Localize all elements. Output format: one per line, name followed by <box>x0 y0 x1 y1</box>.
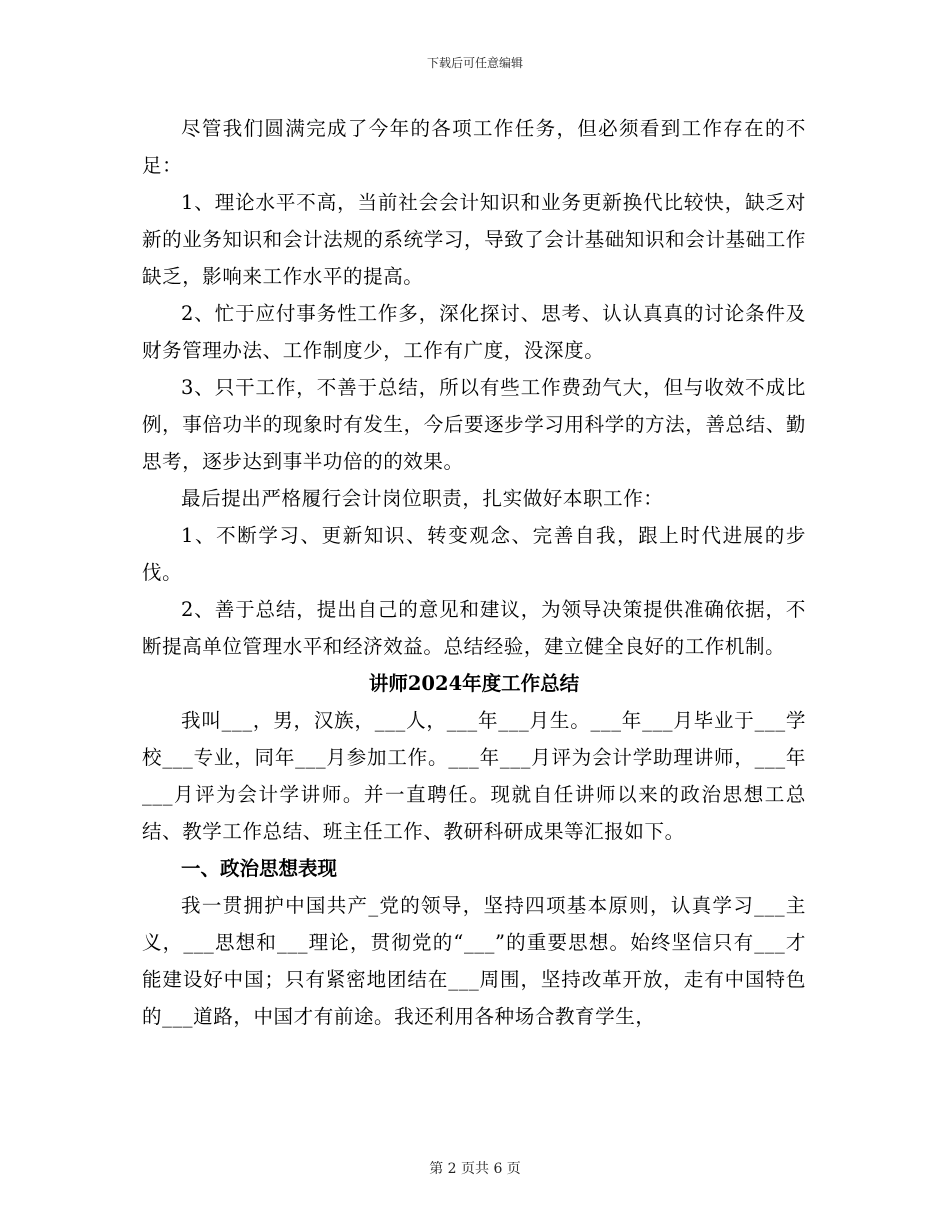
document-body <box>142 110 806 1035</box>
section-paragraph: 我一贯拥护中国共产_党的领导，坚持四项基本原则，认真学习___主义，___思想和___理论，贯彻党的“___”的重要思想。始终坚信只有___才能建设好中国；只有紧密地团结在___周围，坚持改革开放，走有中国特色的___道路，中国才有前途。我还利用各种场合教育学生， <box>142 894 806 1028</box>
paragraph: 最后提出严格履行会计岗位职责，扎实做好本职工作： <box>181 487 664 510</box>
paragraph: 2、善于总结，提出自己的意见和建议，为领导决策提供准确依据，不断提高单位管理水平和经济效益。总结经验，建立健全良好的工作机制。 <box>142 598 806 658</box>
document-title: 讲师2024年度工作总结 <box>368 672 580 695</box>
paragraph: 3、只干工作，不善于总结，所以有些工作费劲气大，但与收效不成比例，事倍功半的现象时有发生，今后要逐步学习用科学的方法，善总结、勤思考，逐步达到事半功倍的的效果。 <box>142 376 806 473</box>
paragraph: 尽管我们圆满完成了今年的各项工作任务，但必须看到工作存在的不足： <box>142 117 806 177</box>
section-heading: 一、政治思想表现 <box>181 857 338 880</box>
paragraph: 2、忙于应付事务性工作多，深化探讨、思考、认认真真的讨论条件及财务管理办法、工作制度少，工作有广度，没深度。 <box>142 302 806 362</box>
paragraph: 1、不断学习、更新知识、转变观念、完善自我，跟上时代进展的步伐。 <box>142 524 806 584</box>
page-header: 下载后可任意编辑 <box>426 56 523 70</box>
intro-paragraph: 我叫___，男，汉族，___人，___年___月生。___年___月毕业于___学校___专业，同年___月参加工作。___年___月评为会计学助理讲师，___年___月评为会计学讲师。并一直聘任。现就自任讲师以来的政治思想工总结、教学工作总结、班主任工作、教研科研成果等汇报如下。 <box>142 709 806 843</box>
page-footer: 第 2 页共 6 页 <box>429 1161 521 1177</box>
paragraph: 1、理论水平不高，当前社会会计知识和业务更新换代比较快，缺乏对新的业务知识和会计法规的系统学习，导致了会计基础知识和会计基础工作缺乏，影响来工作水平的提高。 <box>142 191 806 288</box>
